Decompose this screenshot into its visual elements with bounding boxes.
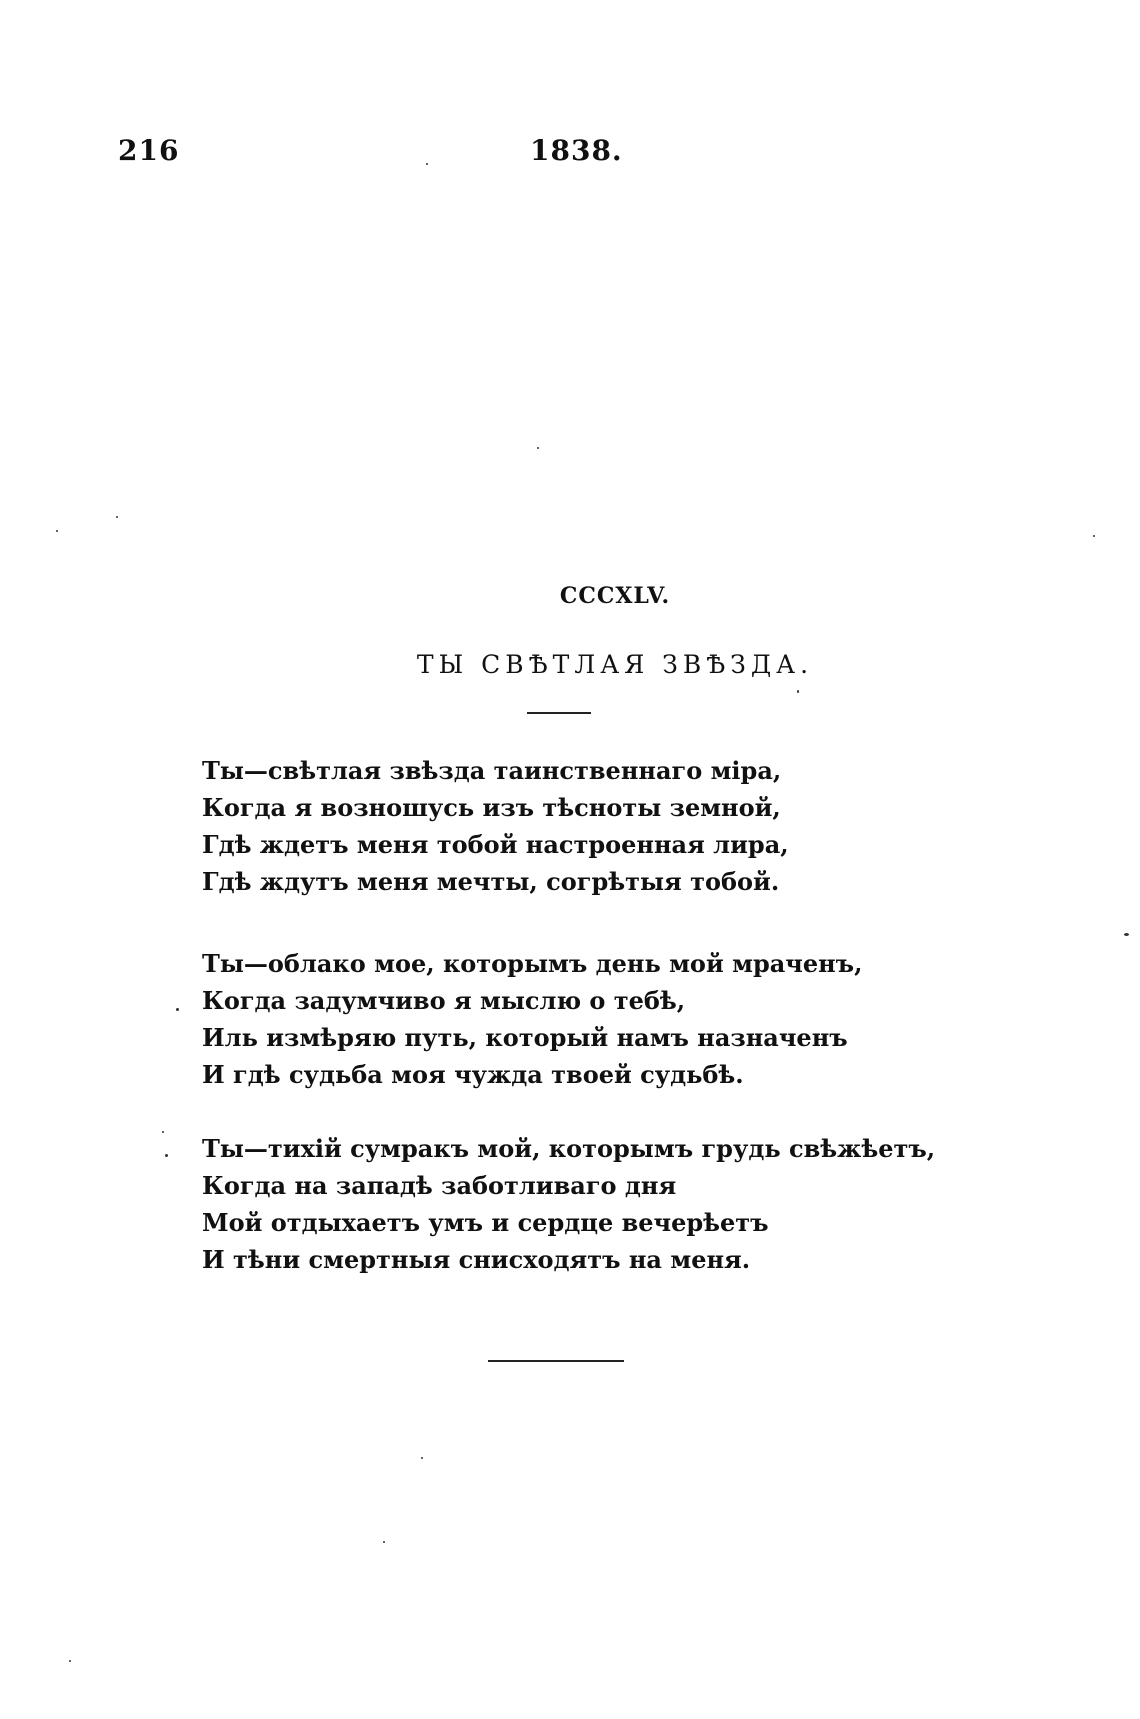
poem-number: CCCXLV.	[559, 583, 671, 609]
verse-line: Гдѣ ждетъ меня тобой настроенная лира,	[202, 830, 789, 859]
verse-line: Гдѣ ждутъ меня мечты, согрѣтыя тобой.	[202, 867, 780, 896]
stanza-1	[202, 752, 789, 900]
verse-line: Ты—облако мое, которымъ день мой мраченъ,	[202, 949, 863, 978]
scan-speck	[537, 447, 539, 449]
running-header-year: 1838.	[530, 134, 623, 167]
verse-line: Ты—тихій сумракъ мой, которымъ грудь свѣжѣетъ,	[202, 1134, 936, 1163]
title-rule	[527, 712, 591, 714]
verse-line: И тѣни смертныя снисходятъ на меня.	[202, 1245, 751, 1274]
end-rule	[488, 1360, 624, 1362]
verse-line: Ты—свѣтлая звѣзда таинственнаго міра,	[202, 756, 782, 785]
scan-speck	[162, 1131, 164, 1133]
scan-speck	[426, 163, 428, 165]
verse-line: Мой отдыхаетъ умъ и сердце вечерѣетъ	[202, 1208, 769, 1237]
scan-speck	[1124, 933, 1129, 936]
verse-line: Когда на западѣ заботливаго дня	[202, 1171, 677, 1200]
scan-speck	[165, 1154, 168, 1157]
scan-speck	[421, 1457, 423, 1459]
scan-speck	[69, 1660, 71, 1662]
stanza-3	[202, 1130, 935, 1278]
verse-line: Иль измѣряю путь, который намъ назначенъ	[202, 1023, 848, 1052]
scan-speck	[176, 1008, 179, 1011]
scan-speck	[383, 1541, 385, 1543]
scan-speck	[116, 516, 118, 518]
scan-speck	[56, 530, 58, 532]
scan-speck	[797, 690, 799, 693]
poem-title: ТЫ СВѢТЛАЯ ЗВѢЗДА.	[416, 650, 814, 679]
verse-line: И гдѣ судьба моя чужда твоей судьбѣ.	[202, 1060, 744, 1089]
page-number: 216	[118, 134, 180, 167]
stanza-2	[202, 945, 862, 1093]
verse-line: Когда задумчиво я мыслю о тебѣ,	[202, 986, 686, 1015]
verse-line: Когда я возношусь изъ тѣсноты земной,	[202, 793, 781, 822]
scan-speck	[1093, 535, 1095, 537]
